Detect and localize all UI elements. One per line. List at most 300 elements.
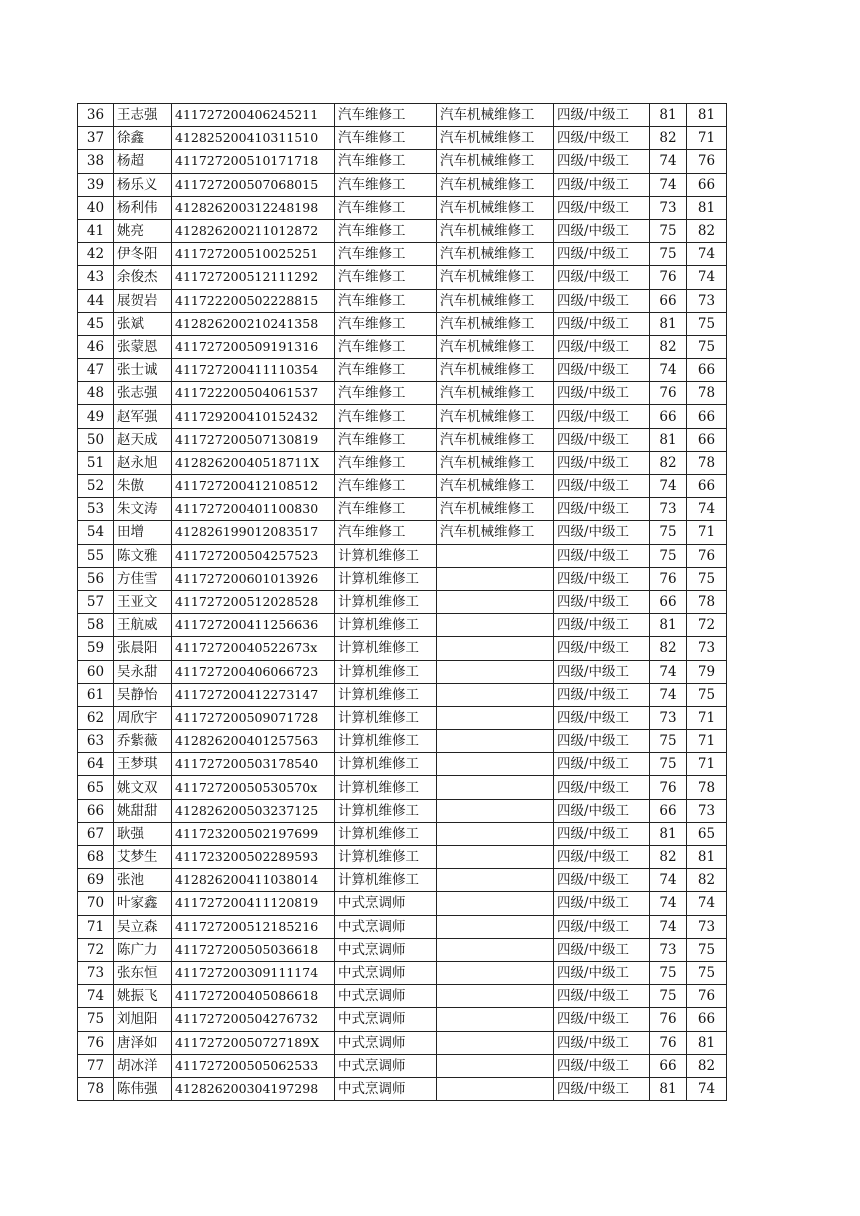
table-row [78,822,727,845]
score-theory-cell: 75 [650,730,687,753]
table-row [78,219,727,242]
name-cell: 王亚文 [114,590,172,613]
score-practice-cell: 78 [687,382,727,405]
level-cell: 四级/中级工 [554,1054,650,1077]
name-cell: 王志强 [114,104,172,127]
row-number: 61 [78,683,114,706]
id-number-cell: 412826199012083517 [172,521,335,544]
id-number-cell: 411727200309111174 [172,961,335,984]
score-theory-cell: 81 [650,312,687,335]
row-number: 62 [78,706,114,729]
sub-occupation-cell [437,544,554,567]
occupation-cell: 汽车维修工 [335,405,437,428]
sub-occupation-cell: 汽车机械维修工 [437,451,554,474]
name-cell: 姚文双 [114,776,172,799]
level-cell: 四级/中级工 [554,173,650,196]
sub-occupation-cell [437,985,554,1008]
score-practice-cell: 65 [687,822,727,845]
level-cell: 四级/中级工 [554,915,650,938]
table-row [78,127,727,150]
score-theory-cell: 73 [650,706,687,729]
row-number: 47 [78,359,114,382]
table-row [78,892,727,915]
score-practice-cell: 66 [687,405,727,428]
id-number-cell: 411727200507130819 [172,428,335,451]
occupation-cell: 汽车维修工 [335,173,437,196]
sub-occupation-cell [437,892,554,915]
name-cell: 赵永旭 [114,451,172,474]
table-row [78,753,727,776]
score-practice-cell: 82 [687,869,727,892]
level-cell: 四级/中级工 [554,243,650,266]
score-practice-cell: 82 [687,1054,727,1077]
table-row [78,567,727,590]
row-number: 72 [78,938,114,961]
table-row [78,312,727,335]
sub-occupation-cell [437,961,554,984]
id-number-cell: 41172720050727189X [172,1031,335,1054]
name-cell: 王航威 [114,614,172,637]
sub-occupation-cell: 汽车机械维修工 [437,196,554,219]
sub-occupation-cell: 汽车机械维修工 [437,428,554,451]
level-cell: 四级/中级工 [554,475,650,498]
sub-occupation-cell [437,938,554,961]
id-number-cell: 411727200405086618 [172,985,335,1008]
id-number-cell: 41172720050530570x [172,776,335,799]
name-cell: 展贺岩 [114,289,172,312]
score-practice-cell: 71 [687,730,727,753]
name-cell: 姚亮 [114,219,172,242]
score-theory-cell: 74 [650,359,687,382]
score-theory-cell: 66 [650,405,687,428]
table-row [78,266,727,289]
level-cell: 四级/中级工 [554,359,650,382]
row-number: 39 [78,173,114,196]
row-number: 75 [78,1008,114,1031]
sub-occupation-cell [437,1031,554,1054]
name-cell: 徐鑫 [114,127,172,150]
score-practice-cell: 74 [687,243,727,266]
score-theory-cell: 81 [650,1077,687,1100]
score-theory-cell: 82 [650,637,687,660]
table-row [78,985,727,1008]
id-number-cell: 412826200401257563 [172,730,335,753]
occupation-cell: 汽车维修工 [335,266,437,289]
id-number-cell: 411727200406066723 [172,660,335,683]
level-cell: 四级/中级工 [554,822,650,845]
row-number: 60 [78,660,114,683]
score-theory-cell: 74 [650,660,687,683]
score-practice-cell: 76 [687,544,727,567]
id-number-cell: 411723200502289593 [172,846,335,869]
level-cell: 四级/中级工 [554,196,650,219]
row-number: 69 [78,869,114,892]
id-number-cell: 412826200503237125 [172,799,335,822]
table-row [78,428,727,451]
sub-occupation-cell [437,683,554,706]
level-cell: 四级/中级工 [554,127,650,150]
name-cell: 伊冬阳 [114,243,172,266]
occupation-cell: 中式烹调师 [335,961,437,984]
id-number-cell: 411723200502197699 [172,822,335,845]
id-number-cell: 412826200411038014 [172,869,335,892]
table-row [78,660,727,683]
sub-occupation-cell: 汽车机械维修工 [437,266,554,289]
id-number-cell: 411727200512185216 [172,915,335,938]
sub-occupation-cell: 汽车机械维修工 [437,335,554,358]
score-practice-cell: 66 [687,475,727,498]
name-cell: 张东恒 [114,961,172,984]
id-number-cell: 411727200505036618 [172,938,335,961]
id-number-cell: 411727200406245211 [172,104,335,127]
sub-occupation-cell [437,614,554,637]
level-cell: 四级/中级工 [554,730,650,753]
id-number-cell: 411727200505062533 [172,1054,335,1077]
score-practice-cell: 74 [687,892,727,915]
occupation-cell: 中式烹调师 [335,938,437,961]
row-number: 42 [78,243,114,266]
level-cell: 四级/中级工 [554,405,650,428]
sub-occupation-cell: 汽车机械维修工 [437,312,554,335]
table-row [78,1054,727,1077]
score-theory-cell: 82 [650,451,687,474]
level-cell: 四级/中级工 [554,776,650,799]
score-theory-cell: 76 [650,382,687,405]
sub-occupation-cell [437,660,554,683]
occupation-cell: 计算机维修工 [335,567,437,590]
score-practice-cell: 81 [687,196,727,219]
level-cell: 四级/中级工 [554,961,650,984]
sub-occupation-cell: 汽车机械维修工 [437,173,554,196]
row-number: 58 [78,614,114,637]
score-practice-cell: 79 [687,660,727,683]
score-theory-cell: 82 [650,846,687,869]
row-number: 53 [78,498,114,521]
table-row [78,405,727,428]
row-number: 55 [78,544,114,567]
level-cell: 四级/中级工 [554,335,650,358]
score-practice-cell: 74 [687,498,727,521]
id-number-cell: 411727200510171718 [172,150,335,173]
score-practice-cell: 73 [687,637,727,660]
score-theory-cell: 76 [650,567,687,590]
table-row [78,1031,727,1054]
name-cell: 乔紫薇 [114,730,172,753]
score-practice-cell: 76 [687,985,727,1008]
name-cell: 杨乐义 [114,173,172,196]
occupation-cell: 汽车维修工 [335,127,437,150]
name-cell: 朱文涛 [114,498,172,521]
name-cell: 赵军强 [114,405,172,428]
score-practice-cell: 72 [687,614,727,637]
id-number-cell: 412825200410311510 [172,127,335,150]
table-row [78,475,727,498]
score-practice-cell: 75 [687,683,727,706]
id-number-cell: 411727200509191316 [172,335,335,358]
table-row [78,730,727,753]
occupation-cell: 汽车维修工 [335,243,437,266]
score-theory-cell: 74 [650,915,687,938]
score-practice-cell: 82 [687,219,727,242]
sub-occupation-cell: 汽车机械维修工 [437,104,554,127]
table-row [78,683,727,706]
name-cell: 吴立森 [114,915,172,938]
score-practice-cell: 74 [687,266,727,289]
name-cell: 耿强 [114,822,172,845]
id-number-cell: 41282620040518711X [172,451,335,474]
id-number-cell: 411727200504257523 [172,544,335,567]
name-cell: 赵天成 [114,428,172,451]
row-number: 44 [78,289,114,312]
level-cell: 四级/中级工 [554,498,650,521]
occupation-cell: 计算机维修工 [335,683,437,706]
row-number: 37 [78,127,114,150]
score-practice-cell: 78 [687,590,727,613]
score-practice-cell: 75 [687,961,727,984]
table-row [78,451,727,474]
sub-occupation-cell [437,567,554,590]
occupation-cell: 计算机维修工 [335,590,437,613]
roster-table [77,103,727,1101]
name-cell: 叶家鑫 [114,892,172,915]
score-theory-cell: 73 [650,498,687,521]
occupation-cell: 汽车维修工 [335,359,437,382]
level-cell: 四级/中级工 [554,614,650,637]
id-number-cell: 412826200211012872 [172,219,335,242]
id-number-cell: 411727200411256636 [172,614,335,637]
row-number: 56 [78,567,114,590]
sub-occupation-cell [437,637,554,660]
id-number-cell: 411727200510025251 [172,243,335,266]
id-number-cell: 411727200412108512 [172,475,335,498]
id-number-cell: 411727200512028528 [172,590,335,613]
level-cell: 四级/中级工 [554,1077,650,1100]
score-practice-cell: 73 [687,289,727,312]
id-number-cell: 411727200411120819 [172,892,335,915]
occupation-cell: 计算机维修工 [335,776,437,799]
roster-body [78,104,727,1101]
row-number: 67 [78,822,114,845]
name-cell: 姚振飞 [114,985,172,1008]
name-cell: 王梦琪 [114,753,172,776]
score-theory-cell: 75 [650,219,687,242]
id-number-cell: 41172720040522673x [172,637,335,660]
sub-occupation-cell: 汽车机械维修工 [437,498,554,521]
occupation-cell: 中式烹调师 [335,915,437,938]
score-practice-cell: 71 [687,127,727,150]
row-number: 65 [78,776,114,799]
name-cell: 吴永甜 [114,660,172,683]
name-cell: 吴静怡 [114,683,172,706]
name-cell: 陈伟强 [114,1077,172,1100]
score-practice-cell: 66 [687,173,727,196]
score-practice-cell: 78 [687,776,727,799]
id-number-cell: 411727200503178540 [172,753,335,776]
score-theory-cell: 73 [650,196,687,219]
level-cell: 四级/中级工 [554,544,650,567]
id-number-cell: 411722200502228815 [172,289,335,312]
id-number-cell: 411727200601013926 [172,567,335,590]
row-number: 49 [78,405,114,428]
level-cell: 四级/中级工 [554,521,650,544]
sub-occupation-cell [437,753,554,776]
score-theory-cell: 81 [650,614,687,637]
row-number: 54 [78,521,114,544]
score-theory-cell: 76 [650,1008,687,1031]
table-row [78,961,727,984]
name-cell: 刘旭阳 [114,1008,172,1031]
score-practice-cell: 75 [687,312,727,335]
table-row [78,359,727,382]
occupation-cell: 计算机维修工 [335,614,437,637]
score-theory-cell: 74 [650,150,687,173]
table-row [78,915,727,938]
row-number: 38 [78,150,114,173]
score-theory-cell: 66 [650,1054,687,1077]
occupation-cell: 中式烹调师 [335,1077,437,1100]
score-theory-cell: 74 [650,683,687,706]
score-theory-cell: 81 [650,822,687,845]
id-number-cell: 411727200507068015 [172,173,335,196]
sub-occupation-cell [437,1054,554,1077]
level-cell: 四级/中级工 [554,683,650,706]
table-row [78,869,727,892]
sub-occupation-cell: 汽车机械维修工 [437,405,554,428]
score-theory-cell: 76 [650,776,687,799]
score-theory-cell: 74 [650,892,687,915]
sub-occupation-cell: 汽车机械维修工 [437,243,554,266]
level-cell: 四级/中级工 [554,799,650,822]
level-cell: 四级/中级工 [554,846,650,869]
table-row [78,799,727,822]
table-row [78,776,727,799]
level-cell: 四级/中级工 [554,451,650,474]
sub-occupation-cell [437,915,554,938]
table-row [78,382,727,405]
score-practice-cell: 75 [687,567,727,590]
score-practice-cell: 71 [687,753,727,776]
name-cell: 陈广力 [114,938,172,961]
score-theory-cell: 73 [650,938,687,961]
score-practice-cell: 76 [687,150,727,173]
score-practice-cell: 74 [687,1077,727,1100]
score-theory-cell: 75 [650,985,687,1008]
name-cell: 朱傲 [114,475,172,498]
score-theory-cell: 76 [650,1031,687,1054]
id-number-cell: 411727200504276732 [172,1008,335,1031]
table-row [78,544,727,567]
occupation-cell: 汽车维修工 [335,498,437,521]
occupation-cell: 汽车维修工 [335,150,437,173]
row-number: 63 [78,730,114,753]
row-number: 73 [78,961,114,984]
level-cell: 四级/中级工 [554,104,650,127]
level-cell: 四级/中级工 [554,219,650,242]
score-practice-cell: 66 [687,428,727,451]
name-cell: 唐泽如 [114,1031,172,1054]
level-cell: 四级/中级工 [554,289,650,312]
id-number-cell: 412826200210241358 [172,312,335,335]
score-theory-cell: 75 [650,753,687,776]
occupation-cell: 汽车维修工 [335,428,437,451]
level-cell: 四级/中级工 [554,1031,650,1054]
table-row [78,196,727,219]
score-theory-cell: 82 [650,335,687,358]
occupation-cell: 汽车维修工 [335,451,437,474]
id-number-cell: 411727200411110354 [172,359,335,382]
table-row [78,1077,727,1100]
score-practice-cell: 73 [687,799,727,822]
score-theory-cell: 82 [650,127,687,150]
row-number: 66 [78,799,114,822]
level-cell: 四级/中级工 [554,706,650,729]
sub-occupation-cell [437,1008,554,1031]
sub-occupation-cell: 汽车机械维修工 [437,359,554,382]
occupation-cell: 中式烹调师 [335,1008,437,1031]
table-row [78,150,727,173]
sub-occupation-cell [437,730,554,753]
table-row [78,498,727,521]
score-theory-cell: 74 [650,173,687,196]
score-theory-cell: 76 [650,266,687,289]
occupation-cell: 汽车维修工 [335,289,437,312]
row-number: 64 [78,753,114,776]
occupation-cell: 汽车维修工 [335,196,437,219]
name-cell: 杨利伟 [114,196,172,219]
occupation-cell: 计算机维修工 [335,637,437,660]
row-number: 70 [78,892,114,915]
score-theory-cell: 75 [650,961,687,984]
table-row [78,243,727,266]
name-cell: 张蒙恩 [114,335,172,358]
occupation-cell: 汽车维修工 [335,335,437,358]
row-number: 41 [78,219,114,242]
row-number: 52 [78,475,114,498]
id-number-cell: 411722200504061537 [172,382,335,405]
score-theory-cell: 75 [650,243,687,266]
name-cell: 胡冰洋 [114,1054,172,1077]
id-number-cell: 411727200401100830 [172,498,335,521]
sub-occupation-cell: 汽车机械维修工 [437,150,554,173]
sub-occupation-cell: 汽车机械维修工 [437,289,554,312]
table-row [78,289,727,312]
level-cell: 四级/中级工 [554,567,650,590]
score-theory-cell: 74 [650,869,687,892]
level-cell: 四级/中级工 [554,753,650,776]
occupation-cell: 计算机维修工 [335,660,437,683]
occupation-cell: 汽车维修工 [335,312,437,335]
sub-occupation-cell: 汽车机械维修工 [437,475,554,498]
sub-occupation-cell [437,1077,554,1100]
level-cell: 四级/中级工 [554,150,650,173]
sub-occupation-cell: 汽车机械维修工 [437,127,554,150]
score-practice-cell: 71 [687,521,727,544]
occupation-cell: 中式烹调师 [335,1054,437,1077]
name-cell: 杨超 [114,150,172,173]
score-theory-cell: 81 [650,428,687,451]
row-number: 50 [78,428,114,451]
row-number: 57 [78,590,114,613]
score-practice-cell: 75 [687,938,727,961]
id-number-cell: 411727200512111292 [172,266,335,289]
row-number: 45 [78,312,114,335]
name-cell: 余俊杰 [114,266,172,289]
score-practice-cell: 66 [687,359,727,382]
score-practice-cell: 66 [687,1008,727,1031]
sub-occupation-cell [437,799,554,822]
occupation-cell: 汽车维修工 [335,475,437,498]
sub-occupation-cell: 汽车机械维修工 [437,382,554,405]
